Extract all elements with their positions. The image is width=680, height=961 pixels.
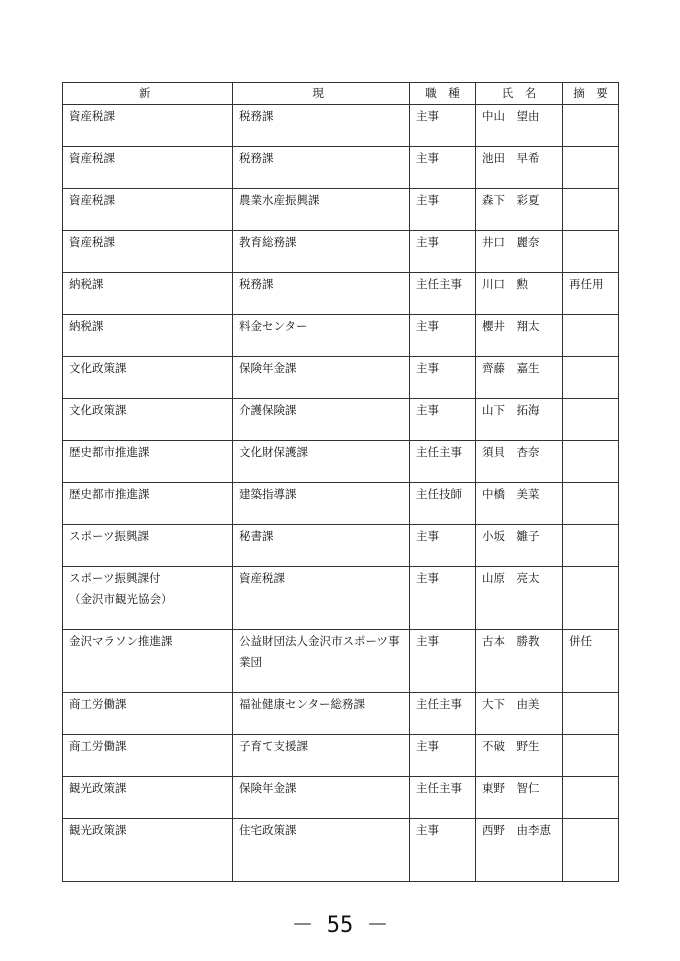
cell-name: 須貝 杏奈 xyxy=(476,441,563,483)
cell-note xyxy=(563,357,619,399)
table-row xyxy=(63,693,619,735)
cell-current-dept: 料金センター xyxy=(233,315,410,357)
table-row xyxy=(63,525,619,567)
cell-name: 大下 由美 xyxy=(476,693,563,735)
table-row xyxy=(63,315,619,357)
cell-new-dept: スポーツ振興課 xyxy=(63,525,233,567)
cell-new-dept: 歴史都市推進課 xyxy=(63,483,233,525)
table-row xyxy=(63,441,619,483)
cell-position: 主任主事 xyxy=(410,777,476,819)
cell-new-dept: 資産税課 xyxy=(63,147,233,189)
table-row xyxy=(63,231,619,273)
cell-new-dept: 資産税課 xyxy=(63,231,233,273)
cell-position: 主事 xyxy=(410,819,476,882)
cell-note xyxy=(563,105,619,147)
cell-current-dept: 建築指導課 xyxy=(233,483,410,525)
cell-position: 主任主事 xyxy=(410,441,476,483)
table-body xyxy=(63,105,619,882)
cell-note xyxy=(563,399,619,441)
cell-note xyxy=(563,189,619,231)
table-row xyxy=(63,630,619,693)
cell-new-dept: 納税課 xyxy=(63,315,233,357)
cell-current-dept: 税務課 xyxy=(233,273,410,315)
cell-position: 主事 xyxy=(410,525,476,567)
cell-current-dept: 住宅政策課 xyxy=(233,819,410,882)
cell-position: 主事 xyxy=(410,231,476,273)
cell-note xyxy=(563,483,619,525)
table-row xyxy=(63,777,619,819)
cell-position: 主任主事 xyxy=(410,273,476,315)
cell-current-dept: 税務課 xyxy=(233,147,410,189)
table-row xyxy=(63,189,619,231)
header-name: 氏 名 xyxy=(476,83,563,105)
cell-position: 主任技師 xyxy=(410,483,476,525)
cell-name: 池田 早希 xyxy=(476,147,563,189)
cell-note xyxy=(563,525,619,567)
header-note: 摘 要 xyxy=(563,83,619,105)
cell-new-dept: 観光政策課 xyxy=(63,777,233,819)
cell-note: 再任用 xyxy=(563,273,619,315)
cell-current-dept: 税務課 xyxy=(233,105,410,147)
cell-current-dept: 文化財保護課 xyxy=(233,441,410,483)
cell-name: 櫻井 翔太 xyxy=(476,315,563,357)
table-row xyxy=(63,735,619,777)
header-new: 新 xyxy=(63,83,233,105)
cell-position: 主事 xyxy=(410,105,476,147)
cell-new-dept: 文化政策課 xyxy=(63,357,233,399)
cell-name: 山原 亮太 xyxy=(476,567,563,630)
cell-note xyxy=(563,441,619,483)
cell-position: 主事 xyxy=(410,567,476,630)
cell-name: 中橋 美菜 xyxy=(476,483,563,525)
cell-new-dept: 商工労働課 xyxy=(63,693,233,735)
cell-note xyxy=(563,819,619,882)
cell-name: 森下 彩夏 xyxy=(476,189,563,231)
cell-note xyxy=(563,147,619,189)
header-current: 現 xyxy=(233,83,410,105)
cell-new-dept: 文化政策課 xyxy=(63,399,233,441)
cell-note xyxy=(563,735,619,777)
cell-name: 山下 拓海 xyxy=(476,399,563,441)
cell-new-dept: 納税課 xyxy=(63,273,233,315)
cell-new-dept: 歴史都市推進課 xyxy=(63,441,233,483)
cell-position: 主事 xyxy=(410,399,476,441)
cell-name: 井口 麗奈 xyxy=(476,231,563,273)
cell-current-dept: 資産税課 xyxy=(233,567,410,630)
cell-name: 中山 望由 xyxy=(476,105,563,147)
table-row xyxy=(63,399,619,441)
cell-note xyxy=(563,567,619,630)
table-row xyxy=(63,273,619,315)
cell-note xyxy=(563,315,619,357)
table-row xyxy=(63,483,619,525)
cell-note xyxy=(563,231,619,273)
personnel-table-container xyxy=(62,82,618,882)
page-number: － 55 － xyxy=(291,913,389,938)
cell-name: 小坂 雛子 xyxy=(476,525,563,567)
cell-current-dept: 保険年金課 xyxy=(233,357,410,399)
cell-new-dept: 資産税課 xyxy=(63,105,233,147)
cell-name: 西野 由李恵 xyxy=(476,819,563,882)
cell-current-dept: 公益財団法人金沢市スポーツ事業団 xyxy=(233,630,410,693)
cell-note xyxy=(563,693,619,735)
cell-current-dept: 教育総務課 xyxy=(233,231,410,273)
cell-position: 主事 xyxy=(410,357,476,399)
table-row xyxy=(63,147,619,189)
cell-current-dept: 介護保険課 xyxy=(233,399,410,441)
cell-new-dept: 商工労働課 xyxy=(63,735,233,777)
table-row xyxy=(63,357,619,399)
table-row xyxy=(63,819,619,882)
cell-new-dept: 金沢マラソン推進課 xyxy=(63,630,233,693)
cell-new-dept: 資産税課 xyxy=(63,189,233,231)
cell-name: 川口 勲 xyxy=(476,273,563,315)
cell-note: 併任 xyxy=(563,630,619,693)
cell-current-dept: 秘書課 xyxy=(233,525,410,567)
cell-name: 齊藤 嘉生 xyxy=(476,357,563,399)
cell-position: 主事 xyxy=(410,630,476,693)
cell-name: 古本 勝教 xyxy=(476,630,563,693)
cell-new-dept: 観光政策課 xyxy=(63,819,233,882)
cell-new-dept: スポーツ振興課付 （金沢市観光協会） xyxy=(63,567,233,630)
cell-position: 主事 xyxy=(410,315,476,357)
cell-position: 主事 xyxy=(410,147,476,189)
cell-current-dept: 農業水産振興課 xyxy=(233,189,410,231)
header-position: 職 種 xyxy=(410,83,476,105)
cell-name: 東野 智仁 xyxy=(476,777,563,819)
cell-current-dept: 福祉健康センター総務課 xyxy=(233,693,410,735)
personnel-transfer-table xyxy=(62,82,619,882)
table-header-row xyxy=(63,83,619,105)
cell-position: 主任主事 xyxy=(410,693,476,735)
table-row xyxy=(63,567,619,630)
cell-position: 主事 xyxy=(410,735,476,777)
cell-current-dept: 保険年金課 xyxy=(233,777,410,819)
cell-position: 主事 xyxy=(410,189,476,231)
cell-name: 不破 野生 xyxy=(476,735,563,777)
table-row xyxy=(63,105,619,147)
cell-current-dept: 子育て支援課 xyxy=(233,735,410,777)
cell-note xyxy=(563,777,619,819)
